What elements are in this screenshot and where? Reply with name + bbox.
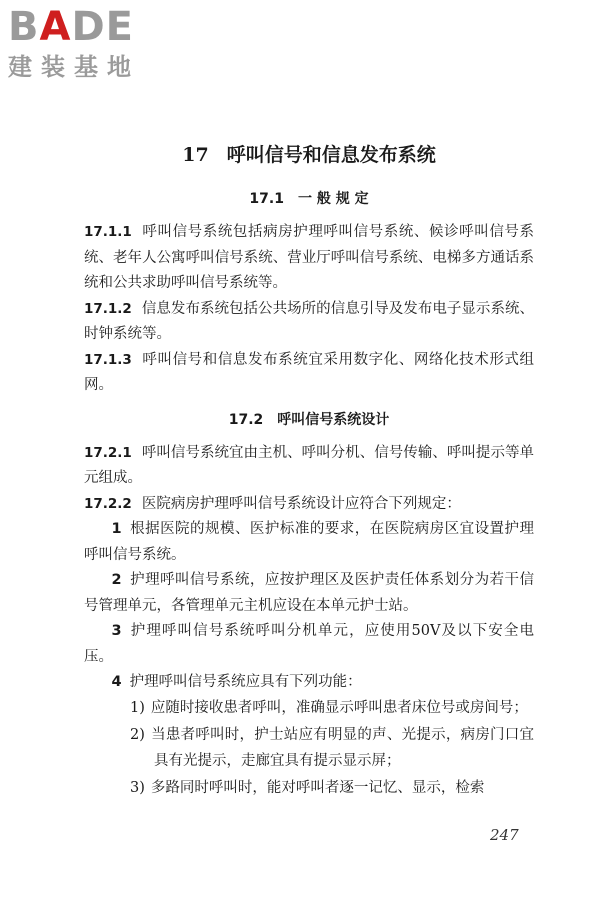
item-number: 3 [111, 623, 122, 639]
sub-item-text: 当患者呼叫时，护士站应有明显的声、光提示，病房门口宜具有光提示，走廊宜具有提示显示屏； [150, 727, 534, 769]
page-content [84, 140, 534, 804]
sub-item-text: 应随时接收患者呼叫，准确显示呼叫患者床位号或房间号； [150, 699, 528, 716]
section-title [84, 186, 534, 212]
chapter-number: 17 [182, 144, 209, 166]
sub-item [84, 723, 534, 774]
section-title-text: 呼叫信号系统设计 [277, 411, 390, 428]
sub-item-number: 3) [130, 780, 145, 796]
clause [84, 348, 534, 399]
clause-text: 医院病房护理呼叫信号系统设计应符合下列规定： [141, 495, 461, 512]
clause-number: 17.2.2 [84, 495, 132, 512]
section-title-text: 一 般 规 定 [297, 191, 369, 207]
sub-item [84, 696, 534, 722]
clause [84, 297, 534, 348]
item-text: 根据医院的规模、医护标准的要求，在医院病房区宜设置护理呼叫信号系统。 [84, 521, 534, 563]
list-item [84, 619, 534, 670]
clause [84, 220, 534, 297]
clause-number: 17.1.1 [84, 224, 132, 240]
publisher-logo [8, 4, 140, 82]
item-text: 护理呼叫信号系统，应按护理区及医护责任体系划分为若干信号管理单元，各管理单元主机应设在本单元护士站。 [84, 572, 534, 614]
item-number: 1 [111, 521, 122, 537]
sub-item [84, 776, 534, 802]
chapter-title-text: 呼叫信号和信息发布系统 [226, 144, 436, 166]
page-number: 247 [490, 826, 519, 844]
clause-number: 17.2.1 [84, 444, 132, 461]
section-title [84, 407, 534, 433]
clause [84, 492, 534, 518]
clause [84, 441, 534, 492]
clause-number: 17.1.3 [84, 351, 132, 368]
logo-subtitle: 建装基地 [8, 53, 140, 81]
clause-number: 17.1.2 [84, 300, 132, 317]
list-item [84, 568, 534, 619]
logo-wordmark: BADE [8, 4, 134, 50]
item-number: 2 [111, 572, 122, 588]
list-item [84, 670, 534, 696]
clause-text: 呼叫信号和信息发布系统宜采用数字化、网络化技术形式组网。 [84, 351, 534, 393]
clause-text: 呼叫信号系统包括病房护理呼叫信号系统、候诊呼叫信号系统、老年人公寓呼叫信号系统、营业厅呼叫信号系统、电梯多方通话系统和公共求助呼叫信号系统等。 [84, 224, 534, 291]
section-number: 17.1 [249, 191, 284, 207]
clause-text: 信息发布系统包括公共场所的信息引导及发布电子显示系统、时钟系统等。 [84, 300, 534, 342]
list-item [84, 517, 534, 568]
chapter-title [84, 140, 534, 170]
sub-item-number: 2) [130, 727, 145, 743]
sub-item-number: 1) [130, 699, 145, 716]
item-text: 护理呼叫信号系统呼叫分机单元，应使用50V及以下安全电压。 [84, 623, 534, 665]
section-number: 17.2 [228, 411, 264, 428]
clause-text: 呼叫信号系统宜由主机、呼叫分机、信号传输、呼叫提示等单元组成。 [84, 444, 534, 486]
sub-item-text: 多路同时呼叫时，能对呼叫者逐一记忆、显示，检索 [150, 780, 485, 796]
item-number: 4 [111, 674, 122, 690]
item-text: 护理呼叫信号系统应具有下列功能： [129, 674, 362, 690]
